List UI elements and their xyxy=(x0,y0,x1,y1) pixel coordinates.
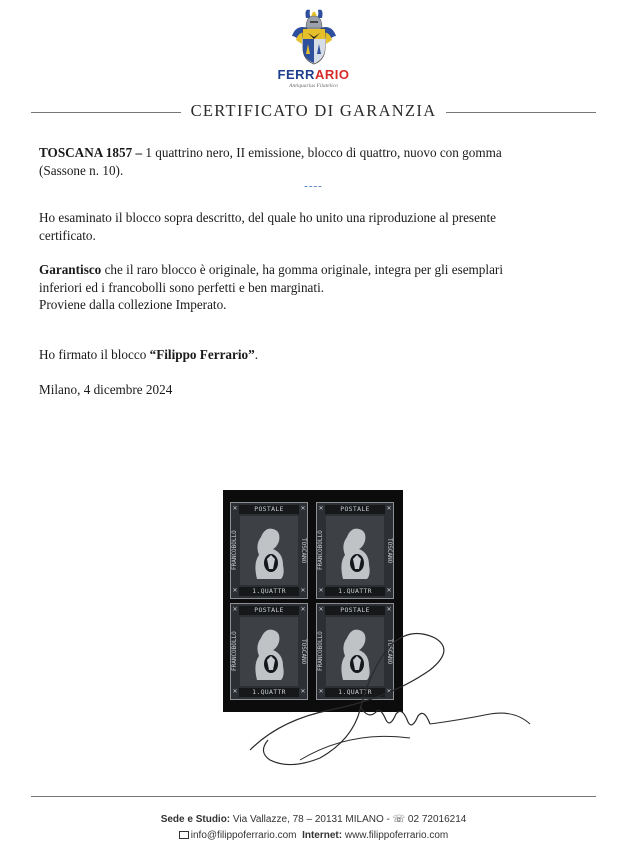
stamp-bottom-left: POSTALE 1.QUATTR FRANCOBOLLO TOSCANO ✕ ✕ ✕ ✕ xyxy=(230,603,308,700)
issue-heading: TOSCANA 1857 xyxy=(39,145,133,160)
title-row xyxy=(31,99,596,125)
separator: ---- xyxy=(304,180,323,192)
footer-rule xyxy=(31,796,596,797)
email-link[interactable]: info@filippoferrario.com xyxy=(190,830,297,841)
footer-address: Sede e Studio: Via Vallazze, 78 – 20131 MILANO - ☏ 02 72016214 xyxy=(160,814,467,825)
stamp-top-right: POSTALE 1.QUATTR FRANCOBOLLO TOSCANO ✕ ✕ ✕ ✕ xyxy=(316,502,394,599)
examined-paragraph: Ho esaminato il blocco sopra descritto, del quale ho unito una riproduzione al presente certificato. xyxy=(39,210,497,243)
guarantee-paragraph: Garantisco che il raro blocco è originale, ha gomma originale, integra per gli esemplari inferiori ed i francobolli sono perfetti e ben marginati. Proviene dalla collezione Imperato. xyxy=(39,262,503,312)
document-title: CERTIFICATO DI GARANZIA xyxy=(190,101,437,120)
brand-tagline: Antiquarius Filatelico xyxy=(289,83,338,89)
company-logo xyxy=(0,6,627,90)
website-link[interactable]: www.filippoferrario.com xyxy=(342,830,449,841)
stamp-description: TOSCANA 1857 – 1 quattrino nero, II emissione, blocco di quattro, nuovo con gomma (Sassone n. 10). xyxy=(39,145,502,178)
stamp-bottom-right: POSTALE 1.QUATTR FRANCOBOLLO TOSCANO ✕ ✕ ✕ ✕ xyxy=(316,603,394,700)
signed-statement: Ho firmato il blocco “Filippo Ferrario”. xyxy=(39,347,259,362)
footer-contacts: info@filippoferrario.com Internet: www.filippoferrario.com xyxy=(0,829,627,842)
title-rule-right xyxy=(446,112,596,113)
brand-name: FERRARIO xyxy=(277,67,350,82)
place-date: Milano, 4 dicembre 2024 xyxy=(39,382,173,397)
stamp-top-left: POSTALE 1.QUATTR FRANCOBOLLO TOSCANO ✕ ✕ ✕ ✕ xyxy=(230,502,308,599)
coat-of-arms-icon xyxy=(284,6,344,68)
handwritten-signature xyxy=(240,610,540,790)
email-icon xyxy=(179,831,189,839)
